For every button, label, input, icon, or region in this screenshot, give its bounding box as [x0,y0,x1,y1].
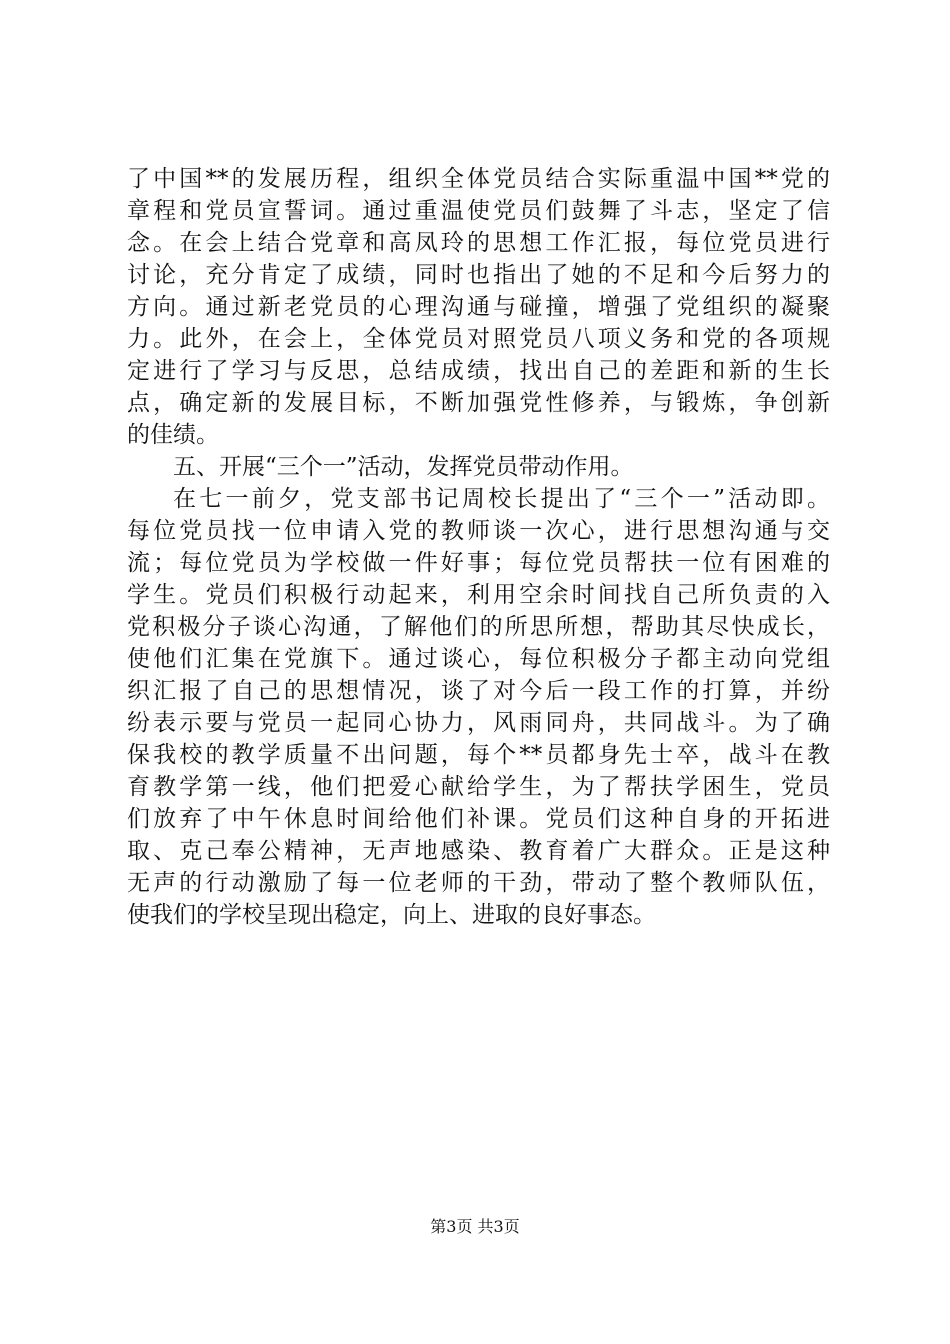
paragraph-line: 了中国**的发展历程，组织全体党员结合实际重温中国**党的 [127,166,830,192]
page-footer: 第3页 共3页 [430,1217,520,1236]
paragraph-line: 党积极分子谈心沟通，了解他们的所思所想，帮助其尽快成长， [127,614,830,640]
paragraph-line: 无声的行动激励了每一位老师的干劲，带动了整个教师队伍， [127,870,830,896]
paragraph-line: 织汇报了自己的思想情况，谈了对今后一段工作的打算，并纷 [127,678,830,704]
paragraph-line: 使他们汇集在党旗下。通过谈心，每位积极分子都主动向党组 [127,646,830,672]
paragraph-line: 们放弃了中午休息时间给他们补课。党员们这种自身的开拓进 [127,806,830,832]
paragraph-line: 纷表示要与党员一起同心协力，风雨同舟，共同战斗。为了确 [127,710,830,736]
paragraph-line: 育教学第一线，他们把爱心献给学生，为了帮扶学困生，党员 [127,774,830,800]
paragraph-line: 讨论，充分肯定了成绩，同时也指出了她的不足和今后努力的 [127,262,830,288]
paragraph-line: 念。在会上结合党章和高凤玲的思想工作汇报，每位党员进行 [127,230,830,256]
paragraph-line: 学生。党员们积极行动起来，利用空余时间找自己所负责的入 [127,582,830,608]
paragraph-line: 点，确定新的发展目标，不断加强党性修养，与锻炼，争创新 [127,390,830,416]
paragraph-line: 流；每位党员为学校做一件好事；每位党员帮扶一位有困难的 [127,550,830,576]
paragraph-line: 方向。通过新老党员的心理沟通与碰撞，增强了党组织的凝聚 [127,294,830,320]
document-body [127,163,830,931]
paragraph-line: 在七一前夕，党支部书记周校长提出了“三个一”活动即。 [173,486,830,512]
paragraph-line: 定进行了学习与反思，总结成绩，找出自己的差距和新的生长 [127,358,830,384]
paragraph-line: 取、克己奉公精神，无声地感染、教育着广大群众。正是这种 [127,838,830,864]
section-heading: 五、开展“三个一”活动，发挥党员带动作用。 [173,454,634,480]
paragraph-line: 力。此外，在会上，全体党员对照党员八项义务和党的各项规 [127,326,830,352]
paragraph-line: 使我们的学校呈现出稳定，向上、进取的良好事态。 [127,902,656,928]
paragraph-line: 保我校的教学质量不出问题，每个**员都身先士卒，战斗在教 [127,742,830,768]
paragraph-line: 的佳绩。 [127,422,219,448]
paragraph-line: 每位党员找一位申请入党的教师谈一次心，进行思想沟通与交 [127,518,830,544]
paragraph-line: 章程和党员宣誓词。通过重温使党员们鼓舞了斗志，坚定了信 [127,198,830,224]
